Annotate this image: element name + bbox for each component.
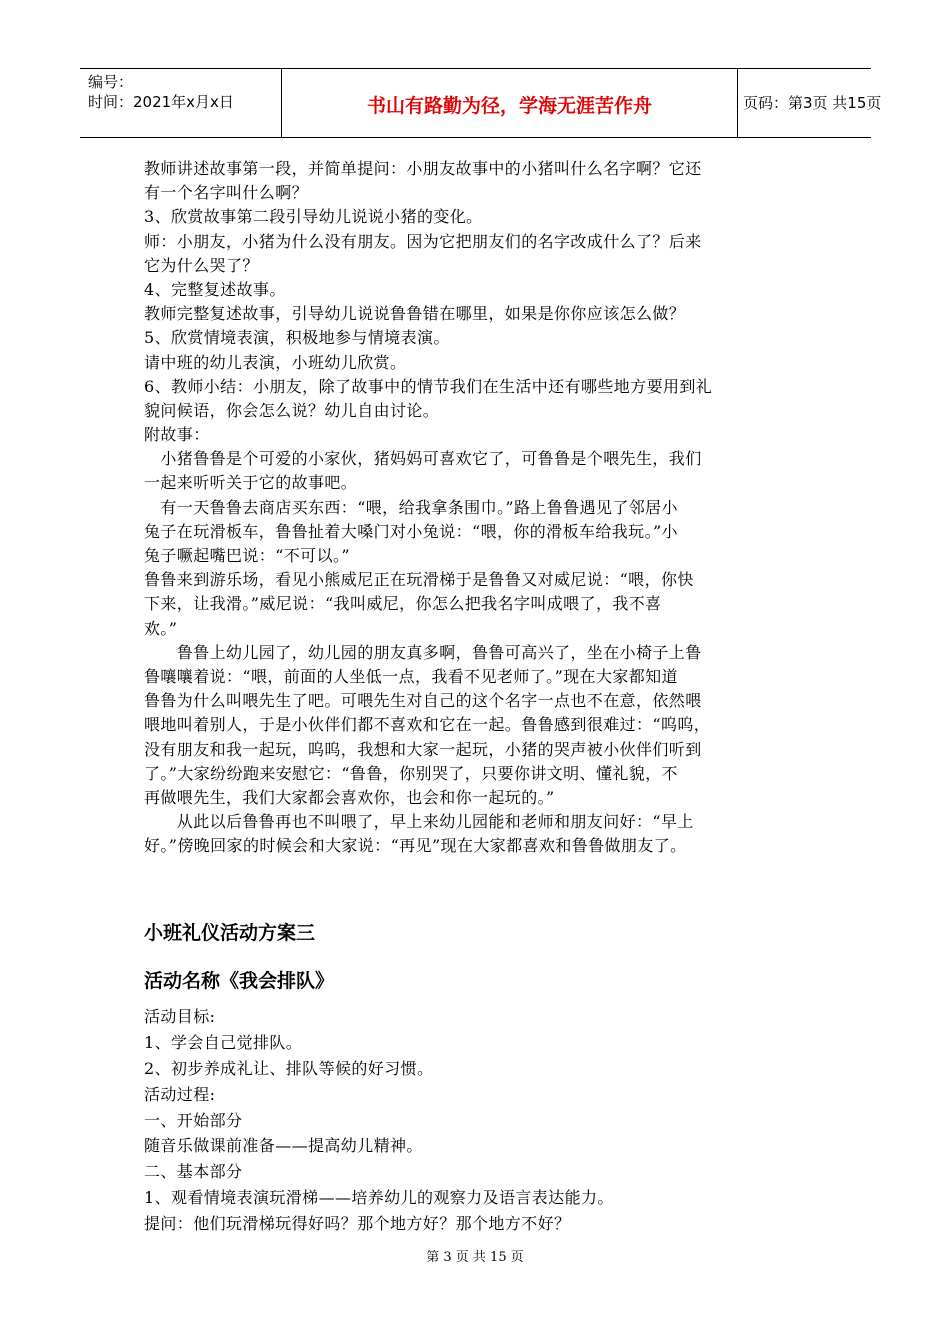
- text-line: 有一天鲁鲁去商店买东西：“喂，给我拿条围巾。”路上鲁鲁遇见了邻居小: [144, 497, 678, 517]
- text-line: 小猪鲁鲁是个可爱的小家伙，猪妈妈可喜欢它了，可鲁鲁是个喂先生，我们: [144, 449, 702, 469]
- text-line: 4、完整复述故事。: [144, 279, 286, 299]
- text-line: 没有朋友和我一起玩，呜呜，我想和大家一起玩，小猪的哭声被小伙伴们听到: [144, 739, 702, 759]
- text-line: 教师完整复述故事，引导幼儿说说鲁鲁错在哪里，如果是你你应该怎么做？: [144, 304, 686, 324]
- header-motto: 书山有路勤为径，学海无涯苦作舟: [366, 95, 652, 117]
- document-number-label: 编号：: [88, 73, 134, 91]
- text-line: 鲁鲁上幼儿园了，幼儿园的朋友真多啊，鲁鲁可高兴了，坐在小椅子上鲁: [144, 642, 702, 662]
- text-line: 2、初步养成礼让、排队等候的好习惯。: [144, 1058, 434, 1078]
- text-line: 鲁鲁为什么叫喂先生了吧。可喂先生对自己的这个名字一点也不在意，依然喂: [144, 691, 702, 711]
- text-line: 提问：他们玩滑梯玩得好吗？那个地方好？那个地方不好？: [144, 1214, 571, 1234]
- text-line: 从此以后鲁鲁再也不叫喂了，早上来幼儿园能和老师和朋友问好：“早上: [144, 812, 694, 832]
- text-line: 喂地叫着别人，于是小伙伴们都不喜欢和它在一起。鲁鲁感到很难过：“呜呜，: [144, 715, 711, 735]
- text-line: 有一个名字叫什么啊？: [144, 183, 309, 203]
- page-header: [80, 68, 882, 138]
- text-line: 了。”大家纷纷跑来安慰它：“鲁鲁，你别哭了，只要你讲文明、懂礼貌，不: [144, 763, 678, 783]
- activity-text: [144, 1004, 824, 1237]
- text-line: 鲁嚷嚷着说：“喂，前面的人坐低一点，我看不见老师了。”现在大家都知道: [144, 666, 678, 686]
- activity-name-heading: 活动名称《我会排队》: [144, 970, 335, 992]
- text-line: 兔子噘起嘴巴说：“不可以。”: [144, 546, 350, 565]
- text-line: 它为什么哭了？: [144, 255, 259, 275]
- text-line: 鲁鲁来到游乐场，看见小熊威尼正在玩滑梯于是鲁鲁又对威尼说：“喂，你快: [144, 570, 694, 590]
- text-line: 貌问候语，你会怎么说？幼儿自由讨论。: [144, 400, 440, 420]
- text-line: 师：小朋友，小猪为什么没有朋友。因为它把朋友们的名字改成什么了？后来: [144, 231, 702, 251]
- text-line: 1、学会自己觉排队。: [144, 1032, 303, 1052]
- text-line: 兔子在玩滑板车，鲁鲁扯着大嗓门对小兔说：“喂，你的滑板车给我玩。”小: [144, 521, 678, 541]
- document-date: 时间：2021年x月x日: [88, 93, 234, 111]
- section-title: 小班礼仪活动方案三: [144, 922, 316, 944]
- header-page-cell: [737, 69, 882, 137]
- text-line: 3、欣赏故事第二段引导幼儿说说小猪的变化。: [144, 207, 483, 227]
- text-line: 一、开始部分: [144, 1110, 243, 1130]
- header-info-cell: [80, 69, 280, 137]
- text-line: 活动目标:: [144, 1007, 216, 1026]
- body-text: [144, 157, 824, 858]
- text-line: 请中班的幼儿表演，小班幼儿欣赏。: [144, 352, 407, 372]
- text-line: 随音乐做课前准备——提高幼儿精神。: [144, 1136, 423, 1156]
- text-line: 1、观看情境表演玩滑梯——培养幼儿的观察力及语言表达能力。: [144, 1188, 614, 1208]
- text-line: 活动过程:: [144, 1084, 216, 1104]
- text-line: 欢。”: [144, 618, 178, 638]
- page-footer: 第 3 页 共 15 页: [426, 1250, 524, 1265]
- text-line: 6、教师小结：小朋友，除了故事中的情节我们在生活中还有哪些地方要用到礼: [144, 376, 713, 396]
- text-line: 再做喂先生，我们大家都会喜欢你，也会和你一起玩的。”: [144, 787, 555, 807]
- text-line: 一起来听听关于它的故事吧。: [144, 473, 358, 493]
- text-line: 附故事：: [144, 425, 210, 445]
- text-line: 好。”傍晚回家的时候会和大家说：“再见”现在大家都喜欢和鲁鲁做朋友了。: [144, 836, 687, 856]
- header-page-info: 页码：第3页 共15页: [743, 94, 882, 112]
- text-line: 二、基本部分: [144, 1162, 243, 1182]
- header-motto-cell: [281, 69, 738, 137]
- text-line: 教师讲述故事第一段，并简单提问：小朋友故事中的小猪叫什么名字啊？它还: [144, 159, 702, 178]
- text-line: 下来，让我滑。”威尼说：“我叫威尼，你怎么把我名字叫成喂了，我不喜: [144, 594, 662, 614]
- text-line: 5、欣赏情境表演，积极地参与情境表演。: [144, 328, 450, 348]
